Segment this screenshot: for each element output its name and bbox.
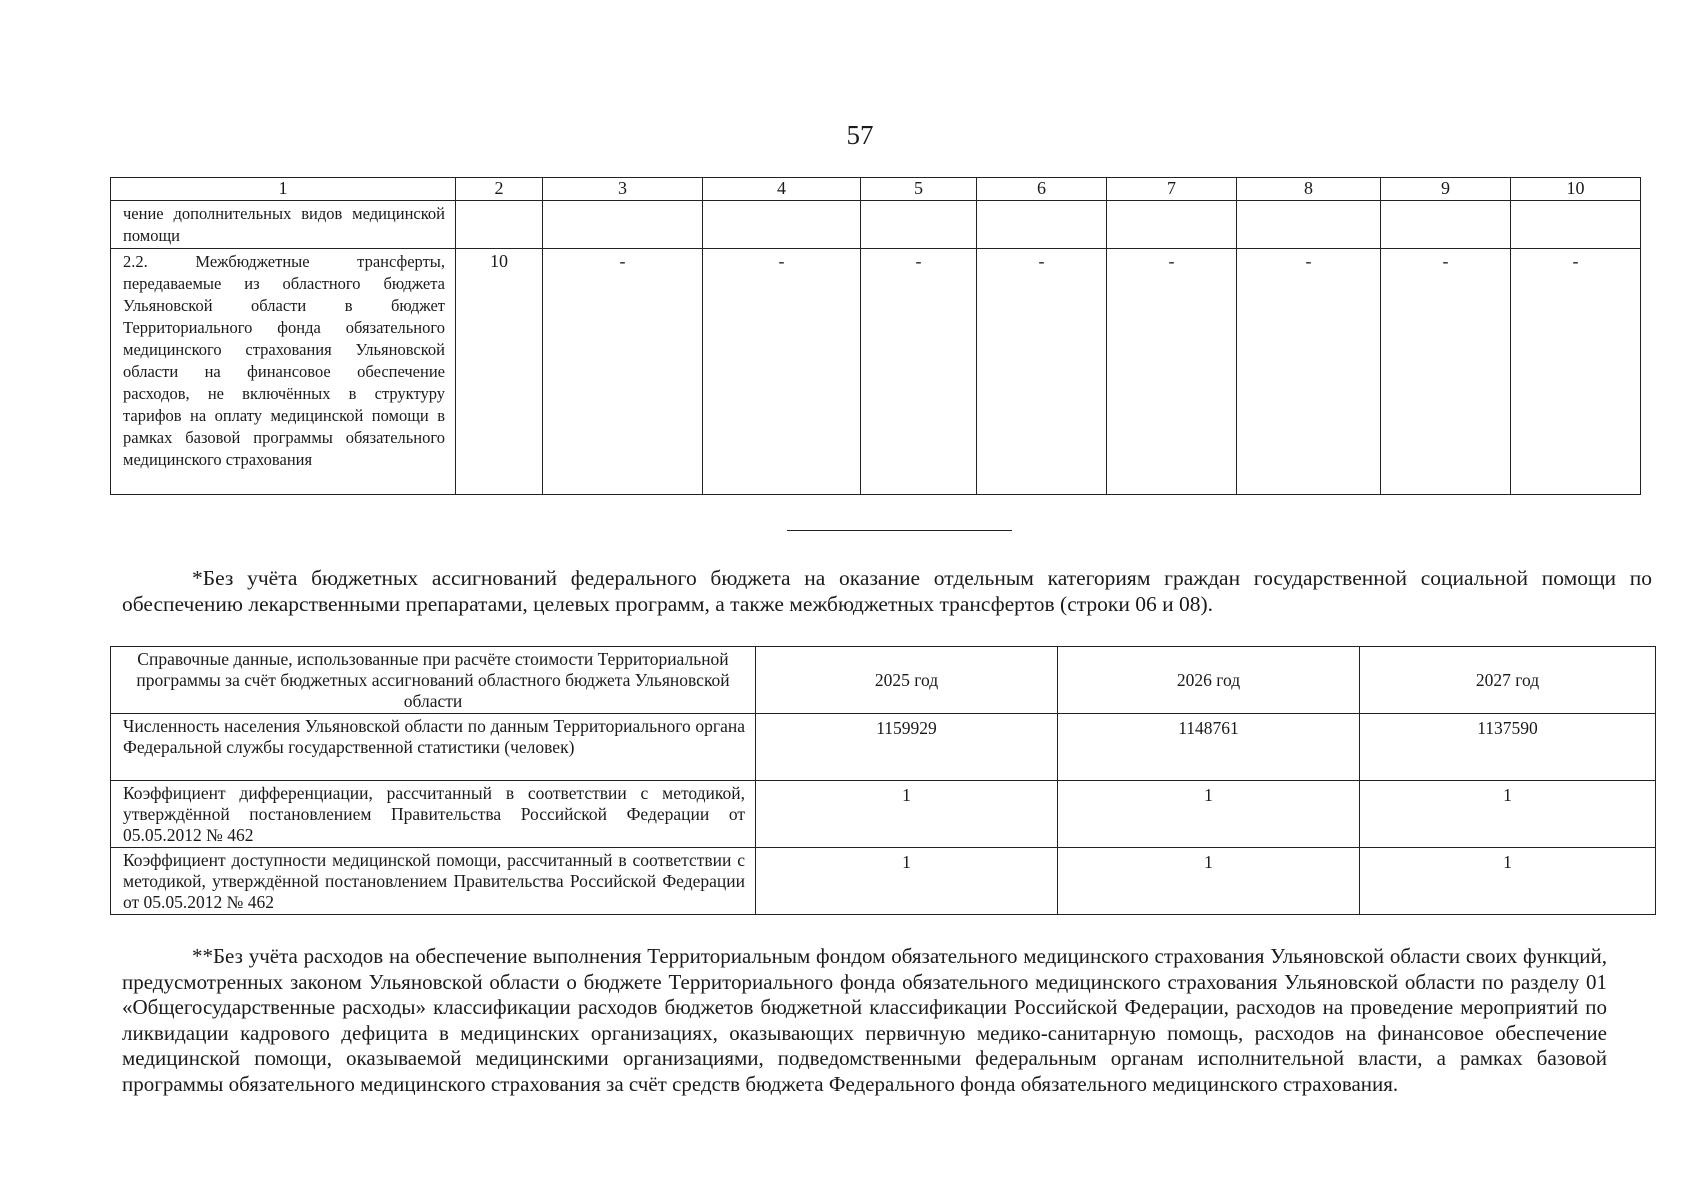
table-cell bbox=[1107, 201, 1237, 249]
table-cell: 1 bbox=[1058, 848, 1360, 915]
table-cell: 1 bbox=[1058, 781, 1360, 848]
table-cell bbox=[1381, 201, 1511, 249]
table-cell: 10 bbox=[456, 249, 543, 495]
table-cell: - bbox=[1511, 249, 1641, 495]
row-label: Коэффициент доступности медицинской помощи, рассчитанный в соответствии с методикой, утверждённой постановлением Правительства Российской Федерации от 05.05.2012 № 462 bbox=[111, 848, 756, 915]
column-header: 10 bbox=[1511, 178, 1641, 201]
column-header: 8 bbox=[1237, 178, 1381, 201]
year-header: 2026 год bbox=[1058, 647, 1360, 714]
footnote-tfoms-expenses: **Без учёта расходов на обеспечение выполнения Территориальным фондом обязательного медицинского страхования Ульяновской области своих функций, предусмотренных законом Ульяновской области о бюджете Территориального фонда обязательного медицинского страхования Ульяновской области по разделу 01 «Общегосударственные расходы» классификации расходов бюджетов бюджетной классификации Российской Федерации, расходов на проведение мероприятий по ликвидации кадрового дефицита в медицинских организациях, оказывающих первичную медико-санитарную помощь, расходов на финансовое обеспечение медицинской помощи, оказываемой медицинскими организациями, подведомственными федеральным органам исполнительной власти, а рамках базовой программы обязательного медицинского страхования за счёт средств бюджета Федерального фонда обязательного медицинского страхования. bbox=[122, 944, 1607, 1096]
table-cell: 1159929 bbox=[756, 714, 1058, 781]
page-number: 57 bbox=[846, 120, 874, 150]
column-header: 3 bbox=[543, 178, 703, 201]
column-header: 9 bbox=[1381, 178, 1511, 201]
table-cell: 1148761 bbox=[1058, 714, 1360, 781]
table-cell: - bbox=[703, 249, 861, 495]
table-cell bbox=[861, 201, 977, 249]
table-cell: 1 bbox=[756, 781, 1058, 848]
row-description: чение дополнительных видов медицинской помощи bbox=[111, 201, 456, 249]
table-header-row bbox=[111, 178, 1641, 201]
table-cell bbox=[1237, 201, 1381, 249]
column-header: 1 bbox=[111, 178, 456, 201]
table-cell: - bbox=[1237, 249, 1381, 495]
column-header: 5 bbox=[861, 178, 977, 201]
table-cell bbox=[977, 201, 1107, 249]
year-header: 2027 год bbox=[1360, 647, 1656, 714]
reference-data-table bbox=[110, 646, 1656, 915]
table-cell: - bbox=[543, 249, 703, 495]
table-cell: 1137590 bbox=[1360, 714, 1656, 781]
table-cell bbox=[456, 201, 543, 249]
table-cell bbox=[1511, 201, 1641, 249]
table-row bbox=[111, 249, 1641, 495]
table-cell: 1 bbox=[756, 848, 1058, 915]
table-cell: - bbox=[1381, 249, 1511, 495]
footnote-separator bbox=[787, 530, 1012, 531]
row-label: Численность населения Ульяновской области по данным Территориального органа Федеральной службы государственной статистики (человек) bbox=[111, 714, 756, 781]
column-header: 4 bbox=[703, 178, 861, 201]
table-cell: 1 bbox=[1360, 848, 1656, 915]
column-header: 2 bbox=[456, 178, 543, 201]
table-row bbox=[111, 848, 1656, 915]
table-cell: - bbox=[861, 249, 977, 495]
row-description: 2.2. Межбюджетные трансферты, передаваемые из областного бюджета Ульяновской области в бюджет Территориального фонда обязательного медицинского страхования Ульяновской области на финансовое обеспечение расходов, не включённых в структуру тарифов на оплату медицинской помощи в рамках базовой программы обязательного медицинского страхования bbox=[111, 249, 456, 495]
table-cell: - bbox=[977, 249, 1107, 495]
column-header: 6 bbox=[977, 178, 1107, 201]
year-header: 2025 год bbox=[756, 647, 1058, 714]
reference-data-header: Справочные данные, использованные при расчёте стоимости Территориальной программы за счёт бюджетных ассигнований областного бюджета Ульяновской области bbox=[111, 647, 756, 714]
table-cell bbox=[703, 201, 861, 249]
table-row bbox=[111, 714, 1656, 781]
table-cell bbox=[543, 201, 703, 249]
table-header-row bbox=[111, 647, 1656, 714]
footnote-federal-budget: *Без учёта бюджетных ассигнований федерального бюджета на оказание отдельным категориям граждан государственной социальной помощи по обеспечению лекарственными препаратами, целевых программ, а также межбюджетных трансфертов (строки 06 и 08). bbox=[122, 566, 1652, 616]
budget-table bbox=[110, 177, 1641, 495]
table-row bbox=[111, 781, 1656, 848]
column-header: 7 bbox=[1107, 178, 1237, 201]
table-cell: - bbox=[1107, 249, 1237, 495]
table-cell: 1 bbox=[1360, 781, 1656, 848]
table-row bbox=[111, 201, 1641, 249]
row-label: Коэффициент дифференциации, рассчитанный в соответствии с методикой, утверждённой постановлением Правительства Российской Федерации от 05.05.2012 № 462 bbox=[111, 781, 756, 848]
